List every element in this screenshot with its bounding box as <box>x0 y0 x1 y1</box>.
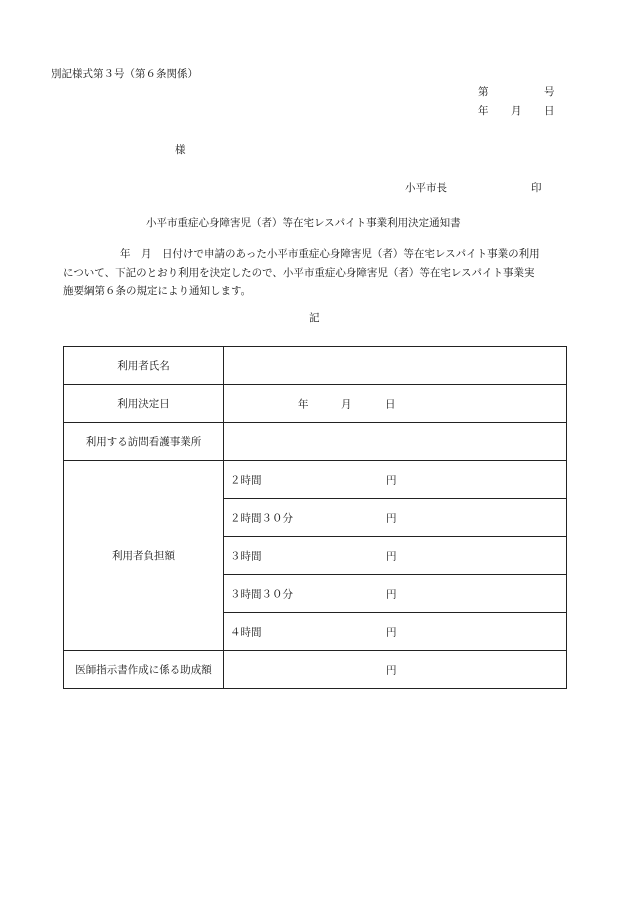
user-name-value <box>224 347 567 385</box>
date-day: 日 <box>544 105 555 117</box>
issuer-name: 小平市長 <box>405 182 447 194</box>
subsidy-value <box>224 651 567 689</box>
form-number: 別記様式第３号（第６条関係） <box>51 68 198 80</box>
burden-duration: ３時間３０分 <box>230 588 293 600</box>
body-line-3: 施要綱第６条の規定により通知します。 <box>63 285 252 297</box>
decision-date-value <box>224 385 567 423</box>
decision-date-day: 日 <box>385 398 396 410</box>
subsidy-label: 医師指示書作成に係る助成額 <box>64 651 224 689</box>
table-row <box>64 385 567 423</box>
date-month: 月 <box>511 105 522 117</box>
table-row <box>64 651 567 689</box>
burden-duration: ２時間 <box>230 474 262 486</box>
doc-number-suffix: 号 <box>544 86 555 98</box>
burden-row <box>224 613 567 651</box>
burden-unit: 円 <box>386 626 397 638</box>
burden-unit: 円 <box>386 550 397 562</box>
burden-row <box>224 499 567 537</box>
table-row <box>64 461 567 499</box>
body-line-2: について、下記のとおり利用を決定したので、小平市重症心身障害児（者）等在宅レスパイト事業実 <box>63 266 535 279</box>
burden-unit: 円 <box>386 588 397 600</box>
burden-row <box>224 575 567 613</box>
decision-date-year: 年 <box>298 398 309 410</box>
user-name-label: 利用者氏名 <box>64 347 224 385</box>
note-heading: 記 <box>309 312 320 324</box>
document-title: 小平市重症心身障害児（者）等在宅レスパイト事業利用決定通知書 <box>146 217 461 229</box>
issuer-seal: 印 <box>531 182 542 194</box>
doc-number-prefix: 第 <box>478 86 489 98</box>
burden-row <box>224 461 567 499</box>
facility-label: 利用する訪問看護事業所 <box>64 423 224 461</box>
burden-unit: 円 <box>386 512 397 524</box>
burden-duration: ２時間３０分 <box>230 512 293 524</box>
decision-date-label: 利用決定日 <box>64 385 224 423</box>
burden-row <box>224 537 567 575</box>
burden-unit: 円 <box>386 474 397 486</box>
body-line-1: 年 月 日付けで申請のあった小平市重症心身障害児（者）等在宅レスパイト事業の利用 <box>120 248 540 260</box>
table-row <box>64 423 567 461</box>
recipient-honorific: 様 <box>175 144 186 156</box>
subsidy-unit: 円 <box>386 664 397 676</box>
burden-duration: ３時間 <box>230 550 262 562</box>
decision-date-month: 月 <box>341 398 352 410</box>
body-paragraph <box>63 245 567 301</box>
date-year: 年 <box>478 105 489 117</box>
usage-decision-table <box>63 346 567 689</box>
burden-label: 利用者負担額 <box>64 461 224 651</box>
table-row <box>64 347 567 385</box>
facility-value <box>224 423 567 461</box>
burden-duration: ４時間 <box>230 626 262 638</box>
